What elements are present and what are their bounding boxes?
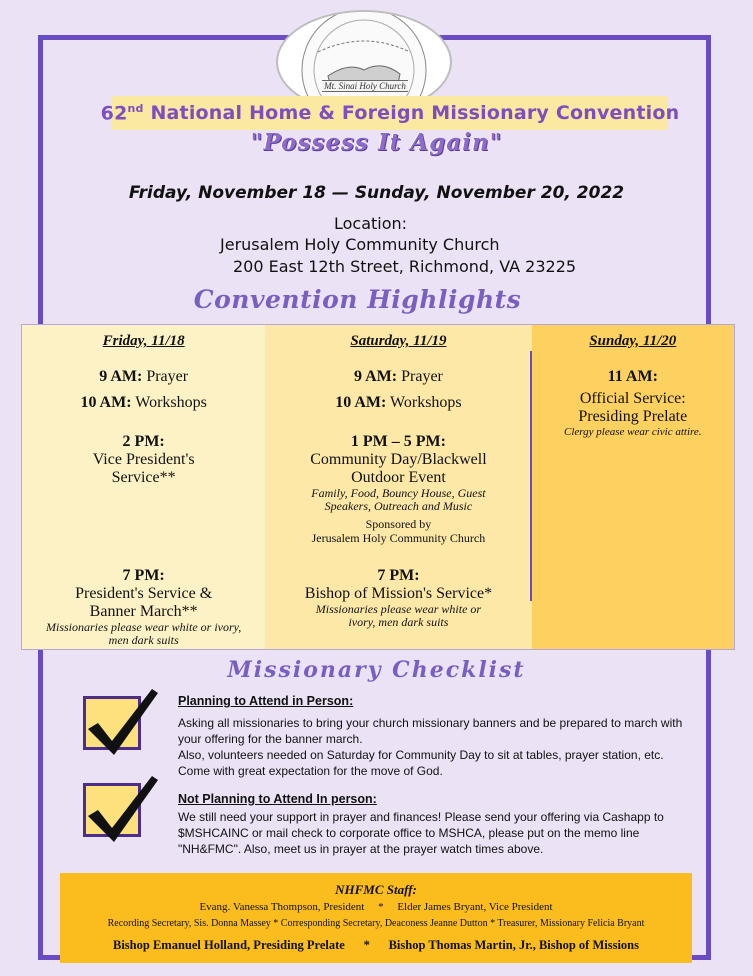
convention-dates: Friday, November 18 — Sunday, November 20, 2022: [128, 183, 625, 203]
staff-bishops: Bishop Emanuel Holland, Presiding Prelate * Bishop Thomas Martin, Jr., Bishop of Missions: [112, 938, 640, 952]
checkmark-icon: [82, 683, 162, 763]
checklist-attend-text: Asking all missionaries to bring your church missionary banners and be prepared to march with your offering for the banner march. Also, volunteers needed on Saturday for Community Day to sit at tables, prayer station, etc. Come with great expectation for the move of God.: [178, 716, 683, 778]
title-text: National Home & Foreign Missionary Convention: [143, 102, 680, 124]
location-label: Location:: [334, 214, 408, 233]
staff-line-secretaries: Recording Secretary, Sis. Donna Massey * Corresponding Secretary, Deaconess Jeanne Dutton * Treasurer, Missionary Felicia Bryant: [107, 918, 645, 929]
friday-prayer: 9 AM: Prayer: [99, 368, 189, 385]
checklist-not-attending-heading: Not Planning to Attend In person:: [178, 792, 377, 806]
sunday-heading: Sunday, 11/20: [589, 333, 677, 349]
location-name: Jerusalem Holy Community Church: [220, 235, 500, 254]
highlights-title: Convention Highlights: [193, 285, 522, 314]
friday-heading: Friday, 11/18: [102, 333, 185, 349]
checklist-title: Missionary Checklist: [227, 657, 526, 683]
saturday-column: [265, 325, 531, 649]
friday-vp-service: 2 PM: Vice President's Service**: [92, 433, 195, 486]
seal-church-name: Mt. Sinai Holy Church: [322, 80, 408, 92]
friday-workshops: 10 AM: Workshops: [80, 394, 207, 411]
sunday-official-service: 11 AM: Official Service: Presiding Prelate Clergy please wear civic attire.: [563, 368, 702, 438]
saturday-prayer: 9 AM: Prayer: [354, 368, 443, 385]
checkbox-not-attending: [83, 783, 141, 837]
saturday-community-day: 1 PM – 5 PM: Community Day/Blackwell Outdoor Event Family, Food, Bouncy House, Guest Speakers, Outreach and Music Sponsored by Jerusalem Holy Community Church: [310, 433, 487, 545]
location-address: 200 East 12th Street, Richmond, VA 23225: [233, 257, 577, 276]
schedule-table: [21, 324, 735, 650]
saturday-bishop-service: 7 PM: Bishop of Mission's Service* Missionaries please wear white or ivory, men dark suits: [304, 567, 493, 629]
saturday-heading: Saturday, 11/19: [350, 333, 447, 349]
checkmark-icon: [82, 770, 162, 850]
sunday-column: [532, 325, 734, 649]
friday-presidents-service: 7 PM: President's Service & Banner March** Missionaries please wear white or ivory, men dark suits: [45, 567, 242, 647]
checklist-attend-heading: Planning to Attend in Person:: [178, 694, 354, 708]
staff-line-officers: Evang. Vanessa Thompson, President * Elder James Bryant, Vice President: [199, 901, 553, 913]
staff-title: NHFMC Staff:: [335, 882, 417, 897]
staff-box: [60, 873, 692, 963]
checkbox-attend-in-person: [83, 696, 141, 750]
checklist-not-attending-text: We still need your support in prayer and finances! Please send your offering via Cashapp to $MSHCAINC or mail check to corporate office to MSHCA, please put on the memo line "NH&FMC". Also, meet us in prayer at the prayer watch times above.: [178, 810, 664, 856]
title-ordinal: 62nd: [100, 101, 144, 125]
convention-theme: "Possess It Again": [250, 129, 503, 156]
saturday-workshops: 10 AM: Workshops: [335, 394, 462, 411]
friday-column: [22, 325, 265, 649]
convention-title: [100, 96, 680, 130]
